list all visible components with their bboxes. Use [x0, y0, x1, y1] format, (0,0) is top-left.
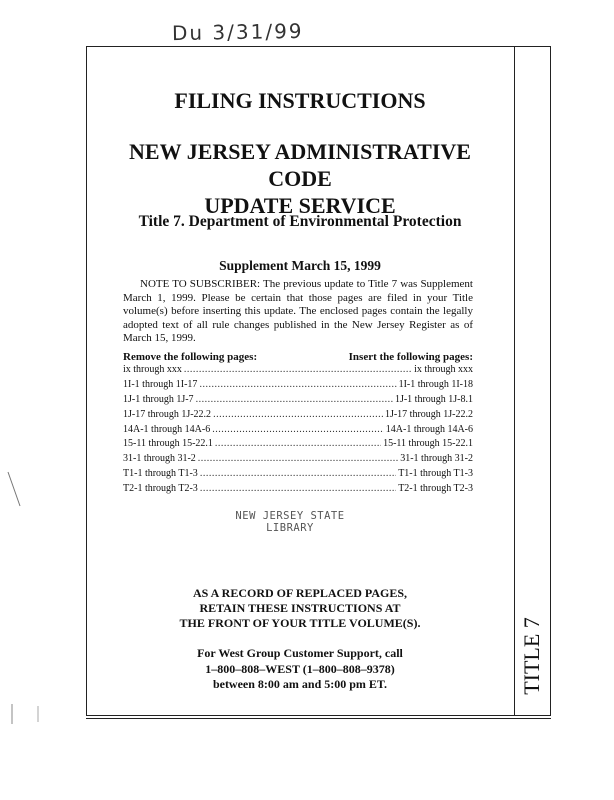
insert-pages: T2-1 through T2-3 — [398, 483, 473, 495]
document-title: FILING INSTRUCTIONS — [174, 88, 426, 113]
dot-leader — [215, 438, 381, 449]
page-list-row — [123, 394, 473, 409]
dot-leader — [213, 409, 383, 420]
dot-leader — [199, 379, 396, 390]
remove-pages: T1-1 through T1-3 — [123, 468, 198, 480]
supplement-date: Supplement March 15, 1999 — [219, 258, 381, 273]
page-list — [123, 364, 473, 498]
page-border-bottom-rule — [86, 718, 551, 719]
support-phone: 1–800–808–WEST (1–800–808–9378) — [205, 661, 395, 676]
library-stamp: NEW JERSEY STATE LIBRARY — [235, 510, 345, 534]
page-list-row — [123, 364, 473, 379]
remove-pages-header: Remove the following pages: — [123, 351, 258, 363]
remove-pages: 1J-1 through 1J-7 — [123, 393, 194, 405]
subscriber-note — [123, 278, 473, 346]
record-line-3: THE FRONT OF YOUR TITLE VOLUME(S). — [179, 616, 421, 630]
scan-margin-mark — [4, 470, 24, 510]
subscriber-note-text: NOTE TO SUBSCRIBER: The previous update to Title 7 was Supplement March 1, 1999. Please be certain that those pages are filed in your Title volume(s) before inserting this update. The enclosed pages contain the legally adopted text of all rule changes published in the New Jersey Register as of March 15, 1999. — [123, 278, 473, 345]
remove-pages: 1I-1 through 1I-17 — [123, 378, 198, 390]
insert-pages: 1J-17 through 1J-22.2 — [384, 408, 473, 420]
code-title — [100, 138, 500, 219]
page-list-row — [123, 379, 473, 394]
title-subject: Title 7. Department of Environmental Protection — [138, 213, 462, 230]
remove-pages: 31-1 through 31-2 — [123, 453, 196, 465]
code-title-line-2: UPDATE SERVICE — [204, 193, 396, 218]
page-list-row — [123, 483, 473, 498]
dot-leader — [200, 468, 396, 479]
dot-leader — [198, 453, 398, 464]
insert-pages: 31-1 through 31-2 — [400, 453, 473, 465]
record-line-1: AS A RECORD OF REPLACED PAGES, — [192, 586, 408, 600]
support-hours: between 8:00 am and 5:00 pm ET. — [212, 677, 388, 691]
remove-pages: 14A-1 through 14A-6 — [123, 423, 211, 435]
insert-pages: 1I-1 through 1I-18 — [398, 378, 473, 390]
support-line-1: For West Group Customer Support, call — [197, 646, 403, 660]
dot-leader — [200, 483, 396, 494]
customer-support — [100, 646, 500, 693]
remove-pages: ix through xxx — [123, 364, 182, 375]
page-list-row — [123, 468, 473, 483]
dot-leader — [184, 364, 412, 375]
tab-divider-line — [514, 46, 515, 716]
remove-pages: 15-11 through 15-22.1 — [123, 438, 213, 450]
record-instructions — [100, 586, 500, 631]
title-tab-label: TITLE 7 — [519, 617, 544, 695]
page-list-row — [123, 438, 473, 453]
handwritten-date-stamp: Du 3/31/99 — [171, 18, 304, 46]
record-line-2: RETAIN THESE INSTRUCTIONS AT — [199, 601, 401, 615]
page-list-row — [123, 424, 473, 439]
insert-pages: ix through xxx — [414, 364, 473, 375]
insert-pages: 14A-1 through 14A-6 — [385, 423, 473, 435]
dot-leader — [196, 394, 393, 405]
page-list-row — [123, 453, 473, 468]
code-title-line-1: NEW JERSEY ADMINISTRATIVE CODE — [129, 139, 471, 191]
dot-leader — [212, 424, 384, 435]
remove-pages: T2-1 through T2-3 — [123, 483, 198, 495]
page-list-row — [123, 409, 473, 424]
insert-pages: 1J-1 through 1J-8.1 — [394, 393, 473, 405]
page-list-header — [123, 351, 473, 363]
remove-pages: 1J-17 through 1J-22.2 — [123, 408, 212, 420]
insert-pages-header: Insert the following pages: — [348, 351, 473, 363]
insert-pages: T1-1 through T1-3 — [398, 468, 473, 480]
insert-pages: 15-11 through 15-22.1 — [383, 438, 473, 450]
scan-margin-mark — [8, 700, 48, 730]
